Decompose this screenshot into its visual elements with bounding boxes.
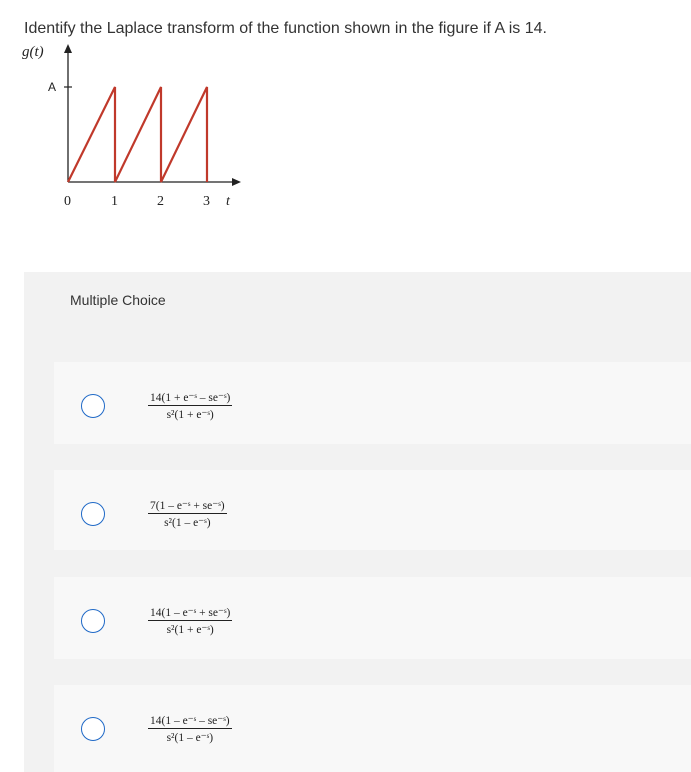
multiple-choice-panel bbox=[24, 272, 691, 772]
question-text: Identify the Laplace transform of the function shown in the figure if A is 14. bbox=[24, 20, 547, 37]
choice-formula bbox=[148, 390, 232, 421]
y-axis-arrow bbox=[64, 44, 72, 53]
x-tick-1: 1 bbox=[111, 194, 118, 209]
choice-option-3[interactable] bbox=[54, 577, 691, 659]
amplitude-label: A bbox=[48, 80, 57, 94]
y-axis-label: g(t) bbox=[22, 44, 44, 60]
formula-numerator: 14(1 – e⁻ˢ – se⁻ˢ) bbox=[150, 715, 230, 727]
choice-option-4[interactable] bbox=[54, 685, 691, 772]
choice-formula bbox=[148, 498, 227, 529]
choice-option-1[interactable] bbox=[54, 362, 691, 444]
radio-button[interactable] bbox=[81, 717, 105, 741]
x-tick-3: 3 bbox=[203, 194, 210, 209]
formula-denominator: s²(1 + e⁻ˢ) bbox=[166, 409, 214, 421]
sawtooth-graph bbox=[20, 40, 260, 220]
choice-formula bbox=[148, 713, 232, 744]
formula-denominator: s²(1 – e⁻ˢ) bbox=[164, 517, 211, 529]
x-tick-0: 0 bbox=[64, 194, 71, 209]
radio-button[interactable] bbox=[81, 394, 105, 418]
function-figure bbox=[20, 40, 260, 220]
formula-denominator: s²(1 – e⁻ˢ) bbox=[166, 732, 214, 744]
formula-numerator: 14(1 – e⁻ˢ + se⁻ˢ) bbox=[150, 607, 231, 619]
choice-formula bbox=[148, 605, 232, 636]
radio-button[interactable] bbox=[81, 609, 105, 633]
x-axis-arrow bbox=[232, 178, 241, 186]
choice-option-2[interactable] bbox=[54, 470, 691, 550]
multiple-choice-label: Multiple Choice bbox=[70, 292, 166, 308]
radio-button[interactable] bbox=[81, 502, 105, 526]
formula-numerator: 7(1 – e⁻ˢ + se⁻ˢ) bbox=[150, 500, 225, 512]
formula-denominator: s²(1 + e⁻ˢ) bbox=[166, 624, 214, 636]
x-axis-label: t bbox=[226, 194, 230, 209]
sawtooth-waveform bbox=[68, 87, 207, 182]
formula-numerator: 14(1 + e⁻ˢ – se⁻ˢ) bbox=[150, 392, 231, 404]
x-tick-2: 2 bbox=[157, 194, 164, 209]
